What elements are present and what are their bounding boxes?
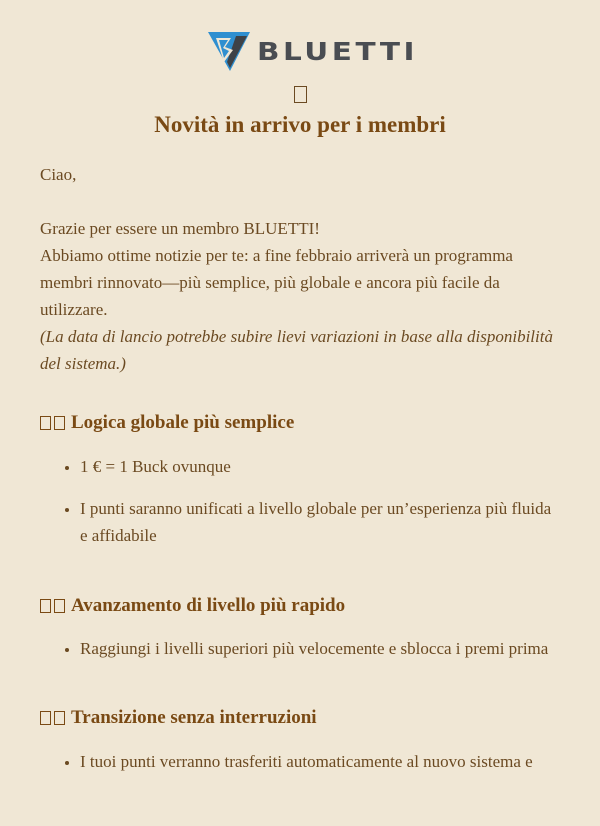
section-title-text: Transizione senza interruzioni: [71, 707, 317, 728]
list-item: • Raggiungi i livelli superiori più velocemente e sblocca i premi prima: [80, 635, 560, 662]
list-item: • I punti saranno unificati a livello globale per un’esperienza più fluida e affidabile: [80, 495, 560, 549]
list-item: • 1 € = 1 Buck ovunque: [80, 453, 560, 480]
intro-news: Abbiamo ottime notizie per te: a fine febbraio arriverà un programma membri rinnovato—più semplice, più globale e ancora più facile da utilizzare.: [40, 246, 513, 319]
brand-name: BLUETTI: [256, 36, 418, 66]
section-list-global-logic: [40, 453, 560, 549]
missing-emoji-icon: [40, 711, 65, 725]
list-item: • I tuoi punti verranno trasferiti automaticamente al nuovo sistema e: [80, 748, 560, 775]
section-title-level-advancement: [40, 593, 560, 619]
intro-paragraph: [40, 215, 560, 377]
section-title-text: Avanzamento di livello più rapido: [71, 595, 346, 616]
greeting: Ciao,: [40, 165, 77, 184]
section-title-global-logic: [40, 410, 560, 436]
page-title: Novità in arrivo per i membri: [154, 112, 446, 137]
email-body: [0, 26, 600, 775]
bluetti-triangle-logo-icon: [207, 30, 251, 72]
section-list-level-advancement: [40, 635, 560, 662]
missing-emoji-icon: [40, 599, 65, 613]
section-title-seamless-transition: [40, 705, 560, 731]
intro-thanks: Grazie per essere un membro BLUETTI!: [40, 219, 320, 238]
missing-emoji-icon: [40, 416, 65, 430]
brand-logo[interactable]: [40, 26, 560, 76]
section-list-seamless-transition: [40, 748, 560, 775]
launch-date-note: (La data di lancio potrebbe subire lievi variazioni in base alla disponibilità del sistema.): [40, 327, 553, 373]
missing-emoji-icon: [294, 86, 307, 103]
section-title-text: Logica globale più semplice: [71, 412, 295, 433]
